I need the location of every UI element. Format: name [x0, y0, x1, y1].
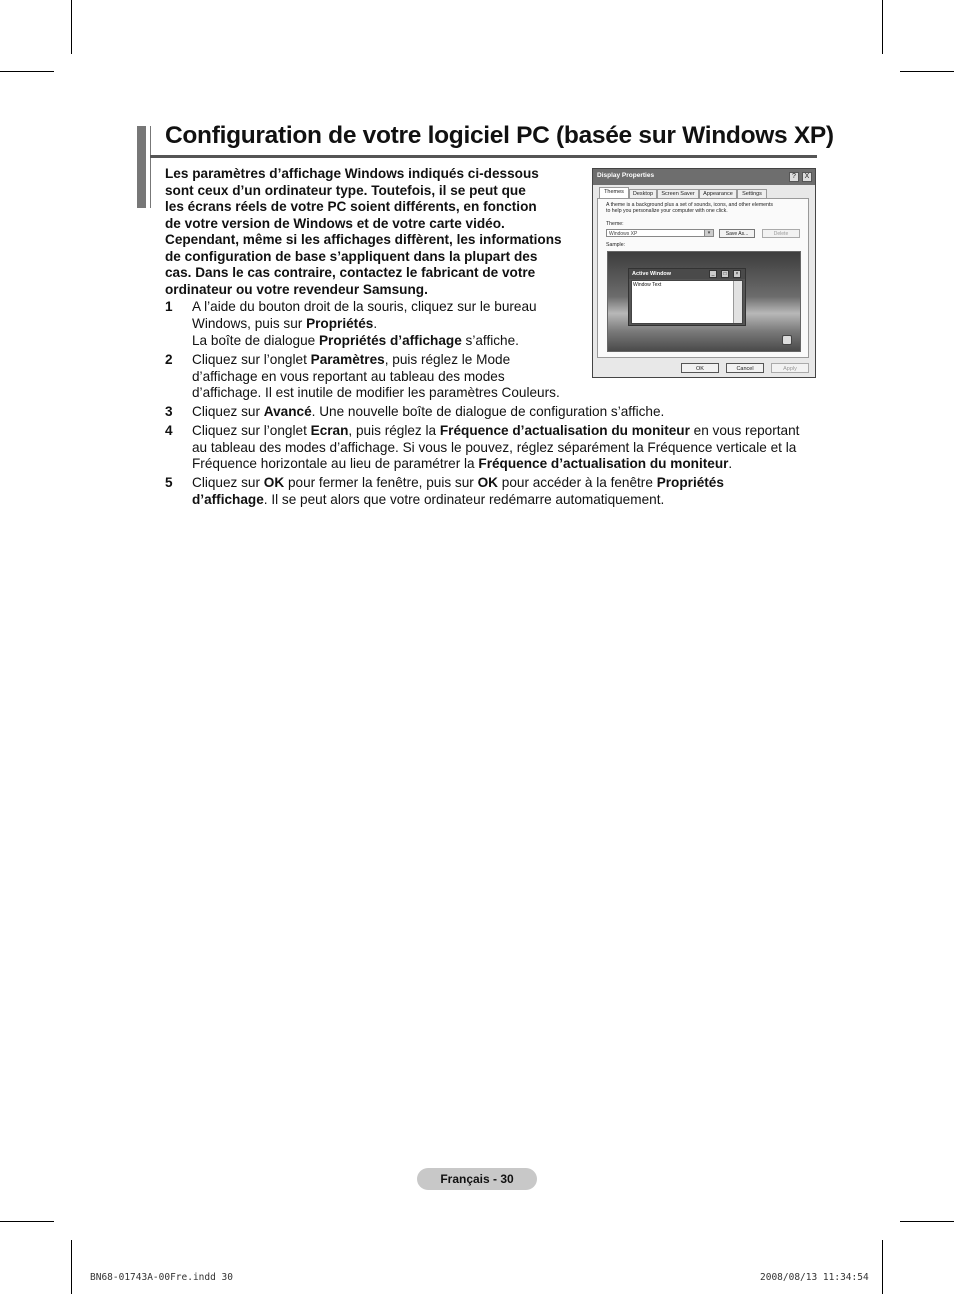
display-properties-dialog: [592, 168, 816, 378]
theme-label: Theme:: [606, 221, 624, 227]
step-line: Cliquez sur l’onglet Paramètres, puis réglez le Mode: [192, 352, 511, 367]
step-number: 1: [165, 299, 173, 314]
window-text: Window Text: [633, 282, 662, 288]
title-rule: [150, 155, 817, 158]
step-text: [192, 299, 537, 350]
step-text: [192, 423, 799, 473]
crop-mark: [900, 1221, 954, 1222]
sample-preview: [607, 251, 801, 352]
cancel-button[interactable]: Cancel: [726, 363, 764, 373]
chevron-down-icon[interactable]: ▾: [704, 230, 713, 236]
dialog-title-bar: [593, 169, 815, 185]
tab-appearance[interactable]: Appearance: [699, 189, 737, 199]
minimize-icon: _: [709, 270, 717, 278]
step-line: Cliquez sur OK pour fermer la fenêtre, puis sur OK pour accéder à la fenêtre Propriétés: [192, 475, 724, 490]
crop-mark: [882, 0, 883, 54]
intro-line: les écrans réels de votre PC soient différents, en fonction: [165, 199, 537, 214]
sample-label: Sample:: [606, 242, 626, 248]
close-button[interactable]: X: [802, 172, 812, 182]
step-text: [192, 475, 724, 508]
active-window-preview: [628, 268, 746, 326]
print-slug-file: BN68-01743A-00Fre.indd 30: [90, 1272, 233, 1283]
themes-panel: [597, 198, 809, 358]
tab-settings[interactable]: Settings: [737, 189, 767, 199]
close-icon: ×: [733, 270, 741, 278]
step-line: Fréquence horizontale au lieu de paramétrer la Fréquence d’actualisation du moniteur.: [192, 456, 733, 471]
intro-line: ordinateur ou votre revendeur Samsung.: [165, 281, 428, 297]
delete-button[interactable]: Delete: [762, 229, 800, 238]
theme-description: A theme is a background plus a set of sounds, icons, and other elements: [606, 202, 773, 208]
apply-button[interactable]: Apply: [771, 363, 809, 373]
step-number: 2: [165, 352, 173, 367]
step-number: 4: [165, 423, 173, 438]
theme-select[interactable]: [606, 229, 714, 237]
crop-mark: [0, 1221, 54, 1222]
crop-mark: [900, 71, 954, 72]
recycle-bin-icon: [782, 335, 792, 345]
tab-screen-saver[interactable]: Screen Saver: [657, 189, 699, 199]
intro-paragraph: [165, 166, 585, 298]
intro-line: cas. Dans le cas contraire, contactez le fabricant de votre: [165, 265, 536, 280]
page-number-badge: Français - 30: [417, 1168, 537, 1190]
intro-line: de votre version de Windows et de votre carte vidéo.: [165, 215, 505, 231]
theme-select-value: Windows XP: [609, 231, 638, 237]
step-text: [192, 404, 664, 421]
active-window-title-bar: [629, 269, 745, 279]
step-line: au tableau des modes d’affichage. Si vous le pouvez, réglez séparément la Fréquence verticale et la: [192, 439, 797, 455]
step-line: Cliquez sur l’onglet Ecran, puis réglez la Fréquence d’actualisation du moniteur en vous reportant: [192, 423, 800, 438]
ok-button[interactable]: OK: [681, 363, 719, 373]
page-title: Configuration de votre logiciel PC (basée sur Windows XP): [165, 122, 834, 149]
intro-line: de configuration de base s’appliquent dans la plupart des: [165, 248, 538, 264]
step-line: La boîte de dialogue Propriétés d’affichage s’affiche.: [192, 333, 519, 348]
step-number: 3: [165, 404, 173, 419]
save-as-button[interactable]: Save As...: [719, 229, 755, 238]
dialog-title: Display Properties: [597, 172, 655, 179]
intro-line: Les paramètres d’affichage Windows indiqués ci-dessous: [165, 166, 539, 181]
crop-mark: [71, 1240, 72, 1294]
step-text: [192, 352, 560, 402]
print-slug-date: 2008/08/13 11:34:54: [760, 1272, 869, 1283]
active-window-body: [631, 280, 743, 324]
step-number: 5: [165, 475, 173, 490]
crop-mark: [0, 71, 54, 72]
step-line: d’affichage. Il se peut alors que votre ordinateur redémarre automatiquement.: [192, 491, 665, 507]
step-line: Cliquez sur Avancé. Une nouvelle boîte de dialogue de configuration s’affiche.: [192, 404, 665, 419]
scrollbar: [733, 281, 742, 323]
active-window-title: Active Window: [632, 271, 672, 277]
crop-mark: [71, 0, 72, 54]
maximize-icon: □: [721, 270, 729, 278]
help-button[interactable]: ?: [789, 172, 799, 182]
step-line: Windows, puis sur Propriétés.: [192, 315, 378, 331]
theme-description: to help you personalize your computer with one click.: [606, 208, 728, 214]
crop-mark: [882, 1240, 883, 1294]
step-line: d’affichage en vous reportant au tableau des modes: [192, 368, 505, 384]
intro-line: Cependant, même si les affichages diffèrent, les informations: [165, 232, 562, 247]
intro-line: sont ceux d’un ordinateur type. Toutefois, il se peut que: [165, 182, 526, 198]
tab-desktop[interactable]: Desktop: [629, 189, 657, 199]
step-line: d’affichage. Il est inutile de modifier les paramètres Couleurs.: [192, 385, 560, 400]
title-accent-gap: [146, 126, 150, 208]
tab-themes[interactable]: Themes: [599, 187, 629, 199]
step-line: A l’aide du bouton droit de la souris, cliquez sur le bureau: [192, 299, 537, 314]
